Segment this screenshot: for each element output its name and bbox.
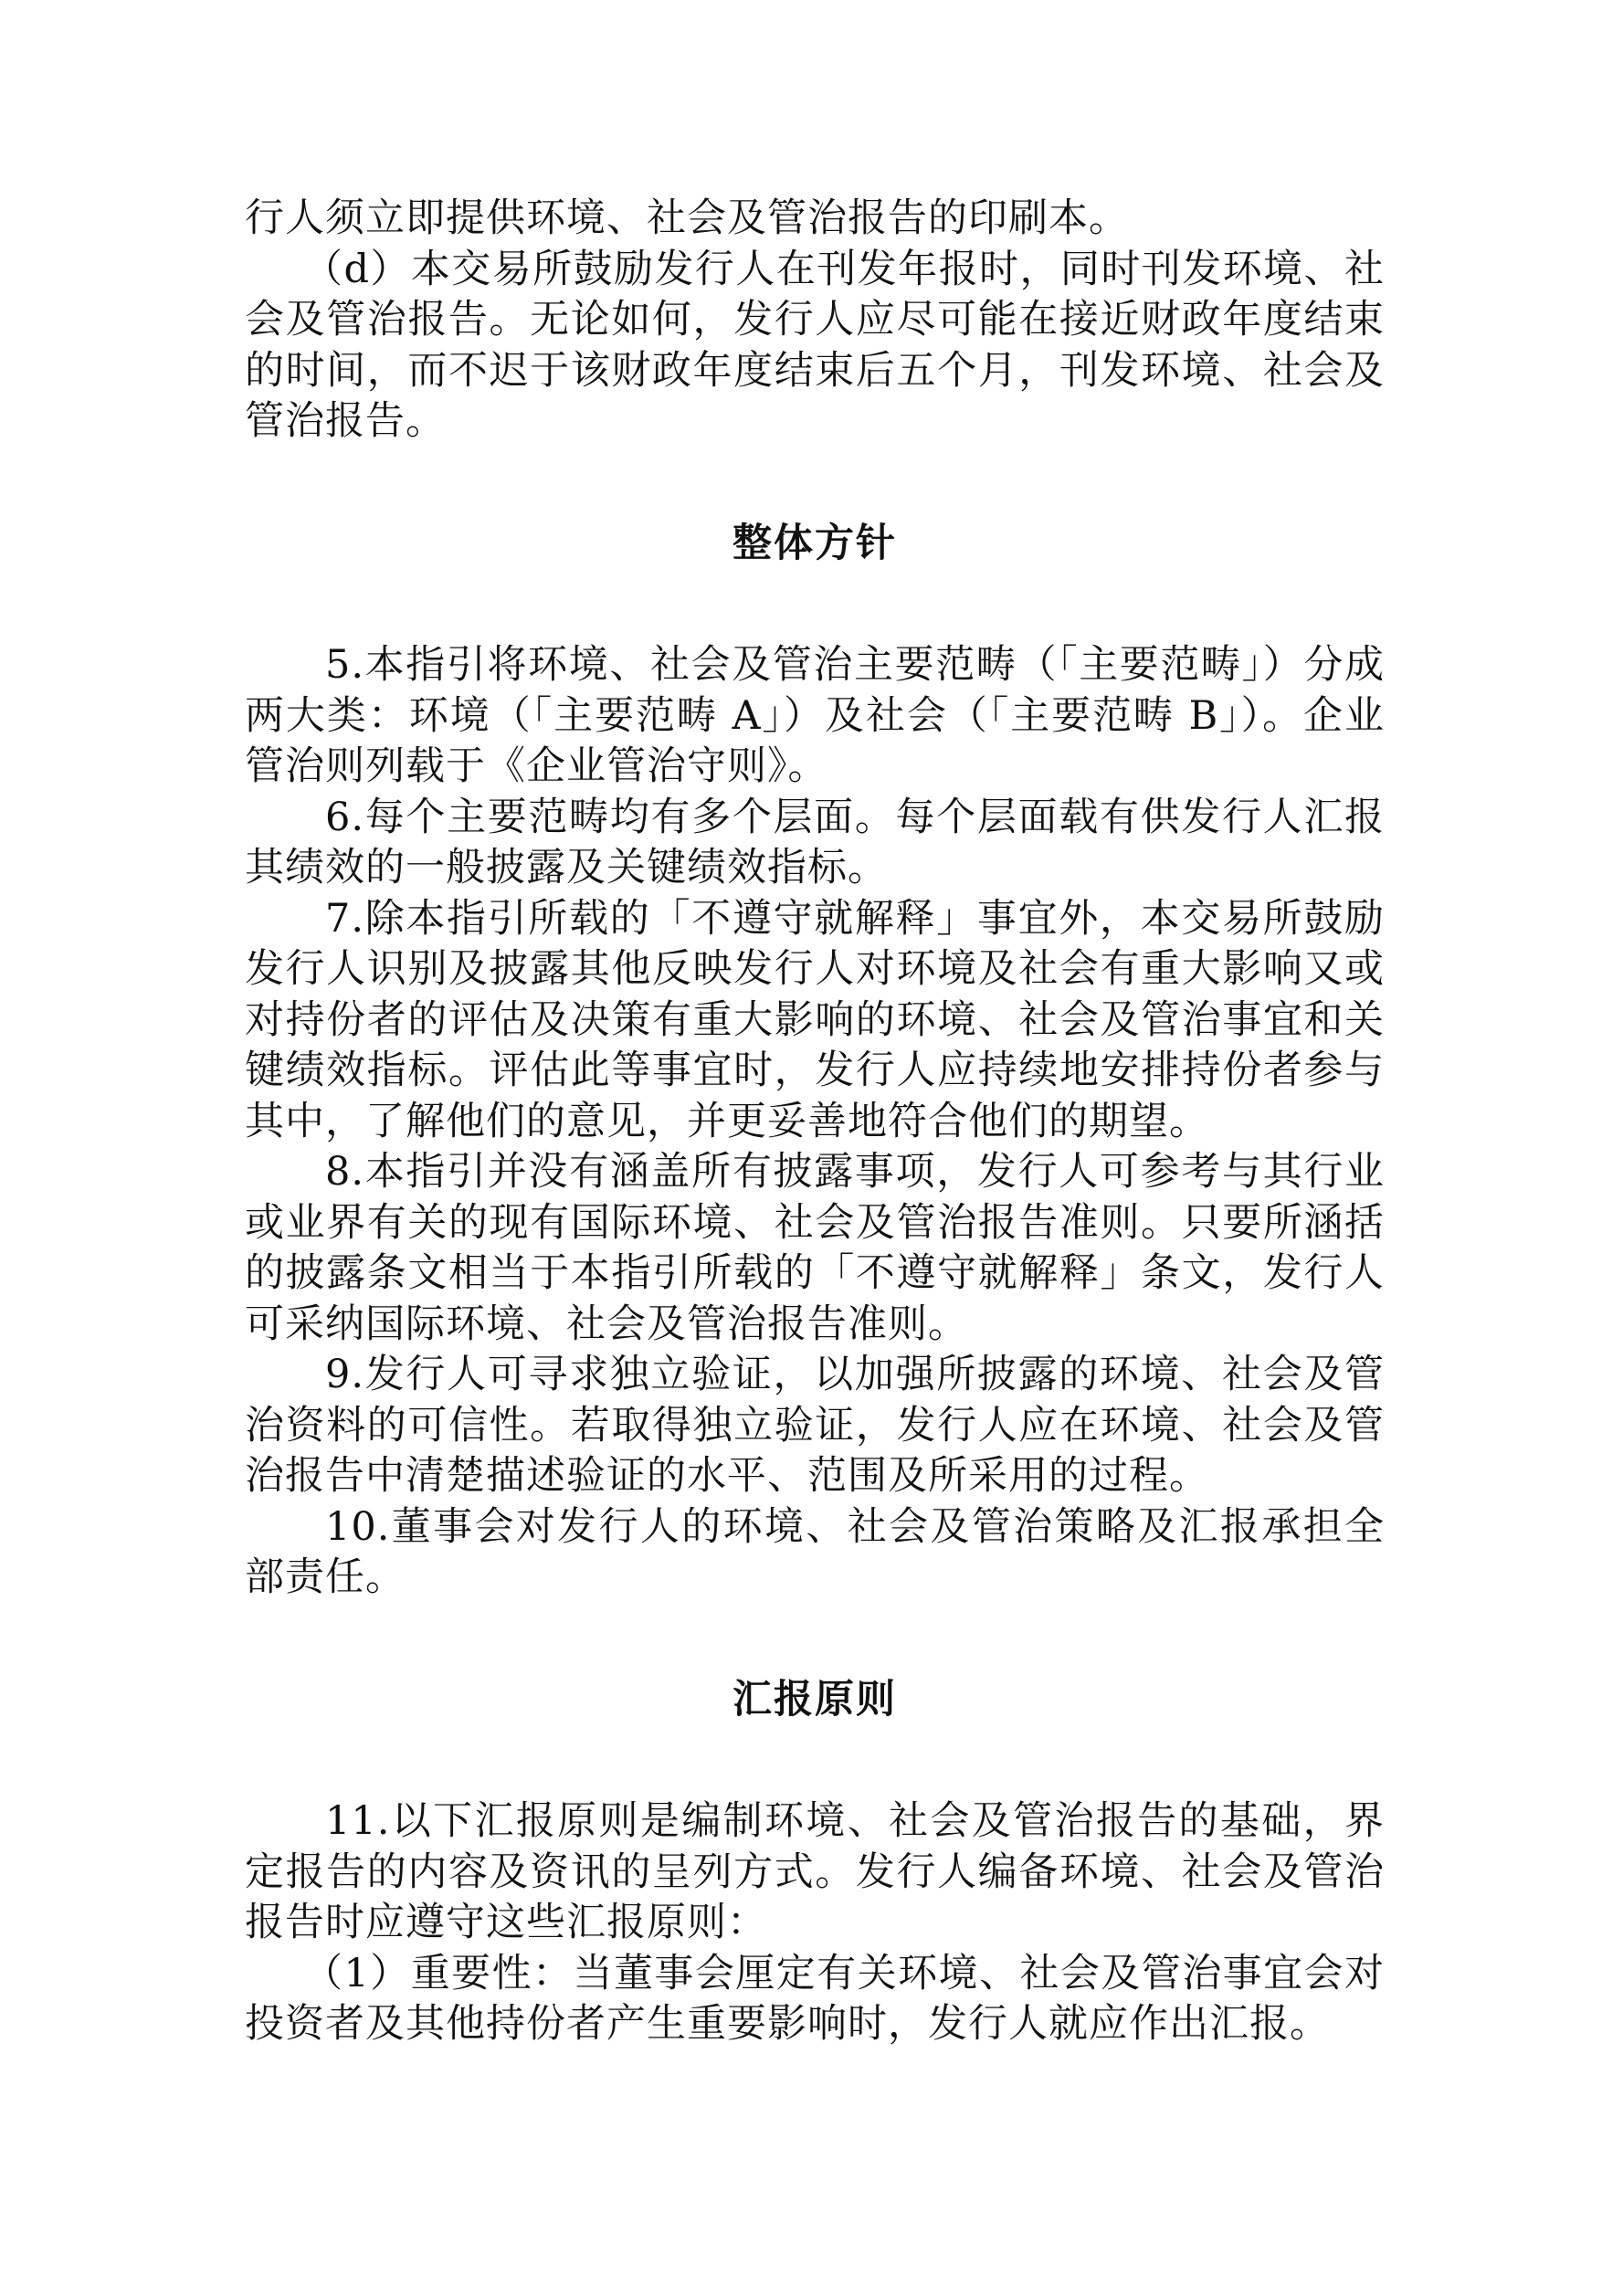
spacer	[245, 1604, 1385, 1675]
paragraph-8: 8.本指引并没有涵盖所有披露事项，发行人可参考与其行业或业界有关的现有国际环境、社会及管治报告准则。只要所涵括的披露条文相当于本指引所载的「不遵守就解释」条文，发行人可采纳国际环境、社会及管治报告准则。	[245, 1149, 1385, 1347]
paragraph-item-1: （1）重要性：当董事会厘定有关环境、社会及管治事宜会对投资者及其他持份者产生重要影响时，发行人就应作出汇报。	[245, 1950, 1385, 2047]
paragraph-7: 7.除本指引所载的「不遵守就解释」事宜外，本交易所鼓励发行人识别及披露其他反映发行人对环境及社会有重大影响又或对持份者的评估及决策有重大影响的环境、社会及管治事宜和关键绩效指标。评估此等事宜时，发行人应持续地安排持份者参与其中，了解他们的意见，并更妥善地符合他们的期望。	[245, 895, 1385, 1144]
paragraph-6: 6.每个主要范畴均有多个层面。每个层面载有供发行人汇报其绩效的一般披露及关键绩效指标。	[245, 794, 1385, 890]
paragraph-continuation: 行人须立即提供环境、社会及管治报告的印刷本。	[245, 195, 1129, 241]
paragraph-9: 9.发行人可寻求独立验证，以加强所披露的环境、社会及管治资料的可信性。若取得独立验证，发行人应在环境、社会及管治报告中清楚描述验证的水平、范围及所采用的过程。	[245, 1352, 1385, 1499]
spacer	[245, 448, 1385, 519]
document-body	[245, 194, 1385, 2050]
heading-reporting-principles: 汇报原则	[732, 1676, 897, 1722]
heading-overall-approach: 整体方针	[732, 520, 897, 566]
paragraph-item-d: （d）本交易所鼓励发行人在刊发年报时，同时刊发环境、社会及管治报告。无论如何，发行人应尽可能在接近财政年度结束的时间，而不迟于该财政年度结束后五个月，刊发环境、社会及管治报告。	[245, 246, 1385, 444]
spacer	[245, 1725, 1385, 1796]
paragraph-11: 11.以下汇报原则是编制环境、社会及管治报告的基础，界定报告的内容及资讯的呈列方式。发行人编备环境、社会及管治报告时应遵守这些汇报原则：	[245, 1798, 1385, 1945]
paragraph-5: 5.本指引将环境、社会及管治主要范畴（「主要范畴」）分成两大类：环境（「主要范畴 A」）及社会（「主要范畴 B」）。企业管治则列载于《企业管治守则》。	[245, 642, 1385, 789]
spacer	[245, 569, 1385, 640]
paragraph-10: 10.董事会对发行人的环境、社会及管治策略及汇报承担全部责任。	[245, 1503, 1385, 1600]
